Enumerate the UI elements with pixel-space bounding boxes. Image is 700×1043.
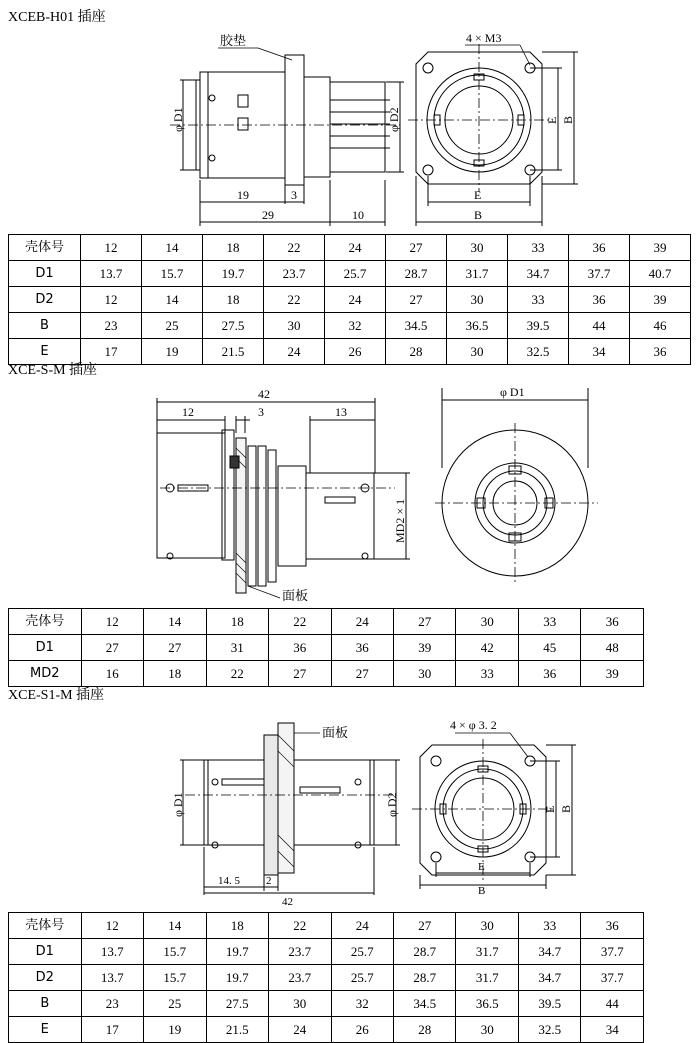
table-row: [9, 313, 691, 339]
table-cell: 28.7: [393, 965, 455, 991]
row-label: B: [9, 991, 82, 1017]
table-row: [9, 609, 644, 635]
table-cell: 24: [331, 609, 393, 635]
callout-gasket: 胶垫: [220, 33, 247, 48]
table-cell: 32: [325, 313, 386, 339]
table-row: [9, 991, 644, 1017]
spec-table-xceb-h01: [8, 234, 691, 365]
table-cell: 27: [81, 635, 143, 661]
table-cell: 31.7: [447, 261, 508, 287]
table-cell: 22: [264, 287, 325, 313]
table-cell: 36.5: [447, 313, 508, 339]
table-cell: 36: [331, 635, 393, 661]
table-cell: 37.7: [581, 965, 644, 991]
table-cell: 34.5: [386, 313, 447, 339]
table-cell: 12: [81, 235, 142, 261]
row-label: 壳体号: [9, 609, 82, 635]
table-cell: 36.5: [456, 991, 518, 1017]
table-cell: 14: [144, 609, 206, 635]
table-cell: 19.7: [206, 965, 268, 991]
table-cell: 18: [144, 661, 206, 687]
dim-d2: φ D2: [387, 107, 401, 132]
row-label: D2: [9, 287, 81, 313]
table-cell: 48: [581, 635, 644, 661]
table-cell: 15.7: [142, 261, 203, 287]
table-cell: 39: [393, 635, 455, 661]
dim-e-vertical: E: [545, 116, 559, 124]
drawing-xceb-h01: [0, 0, 700, 232]
table-cell: 19.7: [203, 261, 264, 287]
table-cell: 42: [456, 635, 518, 661]
table-cell: 27: [393, 913, 455, 939]
dim-42: 42: [258, 387, 270, 401]
table-cell: 36: [630, 339, 691, 365]
table-cell: 18: [203, 235, 264, 261]
table-cell: 31.7: [456, 965, 518, 991]
drawing-xce-s-m: [0, 378, 700, 608]
table-cell: 33: [508, 235, 569, 261]
table-cell: 36: [569, 235, 630, 261]
table-cell: 30: [447, 235, 508, 261]
table-cell: 13.7: [81, 965, 143, 991]
dim-d2: φ D2: [385, 792, 399, 817]
table-cell: 40.7: [630, 261, 691, 287]
dim-12: 12: [182, 405, 194, 419]
table-cell: 24: [331, 913, 393, 939]
dim-19: 19: [237, 188, 249, 202]
table-cell: 37.7: [569, 261, 630, 287]
table-cell: 12: [81, 287, 142, 313]
dim-b-horizontal: B: [478, 885, 486, 897]
drawing-xce-s1-m: [0, 705, 700, 910]
table-cell: 18: [203, 287, 264, 313]
table-row: [9, 661, 644, 687]
table-cell: 44: [581, 991, 644, 1017]
dim-d1: φ D1: [171, 792, 185, 817]
table-cell: 30: [456, 609, 518, 635]
table-cell: 34.7: [508, 261, 569, 287]
side-view-xceb-h01: [170, 48, 404, 226]
table-cell: 31.7: [456, 939, 518, 965]
dim-10: 10: [352, 208, 364, 222]
row-label: D1: [9, 939, 82, 965]
dim-b-vertical: B: [561, 115, 575, 124]
spec-table-xce-s1-m: [8, 912, 644, 1043]
table-cell: 15.7: [144, 965, 206, 991]
table-row: [9, 261, 691, 287]
table-cell: 27.5: [206, 991, 268, 1017]
dim-2: 2: [266, 875, 272, 887]
table-cell: 32.5: [508, 339, 569, 365]
table-cell: 30: [456, 1017, 518, 1043]
table-cell: 19: [142, 339, 203, 365]
table-cell: 24: [264, 339, 325, 365]
table-cell: 14: [144, 913, 206, 939]
table-cell: 26: [331, 1017, 393, 1043]
dim-e-vertical: E: [543, 805, 557, 813]
row-label: E: [9, 1017, 82, 1043]
table-cell: 27: [331, 661, 393, 687]
table-cell: 33: [456, 661, 518, 687]
dim-3: 3: [258, 405, 264, 419]
table-cell: 21.5: [206, 1017, 268, 1043]
table-cell: 14: [142, 287, 203, 313]
table-cell: 39: [581, 661, 644, 687]
dim-d1-front: φ D1: [500, 385, 525, 399]
table-cell: 27: [386, 287, 447, 313]
table-cell: 16: [81, 661, 143, 687]
table-cell: 33: [518, 609, 580, 635]
table-cell: 45: [518, 635, 580, 661]
table-cell: 12: [81, 609, 143, 635]
table-cell: 24: [269, 1017, 331, 1043]
table-cell: 32: [331, 991, 393, 1017]
side-view-xce-s-m: [157, 398, 410, 598]
callout-panel: 面板: [282, 588, 309, 603]
table-cell: 27: [144, 635, 206, 661]
table-cell: 23.7: [269, 965, 331, 991]
table-cell: 13.7: [81, 939, 143, 965]
table-cell: 18: [206, 609, 268, 635]
table-cell: 23.7: [264, 261, 325, 287]
table-cell: 44: [569, 313, 630, 339]
table-cell: 25: [144, 991, 206, 1017]
table-row: [9, 287, 691, 313]
table-cell: 28.7: [386, 261, 447, 287]
table-cell: 34.7: [518, 965, 580, 991]
table-cell: 25: [142, 313, 203, 339]
table-cell: 22: [206, 661, 268, 687]
section-title-xce-s-m: XCE-S-M 插座: [8, 363, 98, 378]
row-label: B: [9, 313, 81, 339]
table-cell: 13.7: [81, 261, 142, 287]
table-cell: 39.5: [518, 991, 580, 1017]
table-cell: 39: [630, 235, 691, 261]
table-cell: 17: [81, 1017, 143, 1043]
dim-md2: MD2 × 1: [393, 498, 407, 543]
table-cell: 23: [81, 313, 142, 339]
table-cell: 25.7: [331, 939, 393, 965]
table-cell: 39.5: [508, 313, 569, 339]
table-cell: 12: [81, 913, 143, 939]
dim-29: 29: [262, 208, 274, 222]
table-cell: 17: [81, 339, 142, 365]
table-cell: 33: [508, 287, 569, 313]
front-view-xceb-h01: [408, 44, 578, 226]
table-cell: 33: [518, 913, 580, 939]
table-cell: 23.7: [269, 939, 331, 965]
side-view-xce-s1-m: [180, 723, 400, 895]
table-row: [9, 635, 644, 661]
dim-b-horizontal: B: [474, 208, 483, 222]
table-cell: 36: [269, 635, 331, 661]
row-label: D1: [9, 261, 81, 287]
table-cell: 30: [447, 339, 508, 365]
dim-14-5: 14. 5: [218, 875, 240, 887]
table-row: [9, 939, 644, 965]
section-title-xce-s1-m: XCE-S1-M 插座: [8, 688, 105, 703]
table-cell: 36: [569, 287, 630, 313]
section-title-xceb-h01: XCEB-H01 插座: [8, 10, 106, 25]
table-cell: 36: [518, 661, 580, 687]
table-cell: 24: [325, 235, 386, 261]
callout-4xm3: 4 × M3: [466, 31, 502, 45]
table-cell: 36: [581, 609, 644, 635]
table-cell: 30: [456, 913, 518, 939]
table-cell: 22: [269, 913, 331, 939]
table-row: [9, 339, 691, 365]
row-label: 壳体号: [9, 235, 81, 261]
table-cell: 24: [325, 287, 386, 313]
table-cell: 36: [581, 913, 644, 939]
table-row: [9, 1017, 644, 1043]
table-cell: 27.5: [203, 313, 264, 339]
table-row: [9, 235, 691, 261]
table-cell: 18: [206, 913, 268, 939]
front-view-xce-s-m: [435, 388, 598, 583]
table-cell: 30: [264, 313, 325, 339]
table-row: [9, 913, 644, 939]
table-cell: 28.7: [393, 939, 455, 965]
table-cell: 15.7: [144, 939, 206, 965]
table-cell: 30: [269, 991, 331, 1017]
table-cell: 39: [630, 287, 691, 313]
table-cell: 27: [386, 235, 447, 261]
table-cell: 28: [393, 1017, 455, 1043]
dim-b-vertical: B: [559, 804, 573, 813]
row-label: E: [9, 339, 81, 365]
table-cell: 31: [206, 635, 268, 661]
table-cell: 37.7: [581, 939, 644, 965]
dim-d1: φ D1: [171, 107, 185, 132]
row-label: D2: [9, 965, 82, 991]
table-cell: 26: [325, 339, 386, 365]
table-cell: 19.7: [206, 939, 268, 965]
spec-table-xce-s-m: [8, 608, 644, 687]
dim-13: 13: [335, 405, 347, 419]
dim-42: 42: [282, 896, 293, 908]
table-cell: 30: [447, 287, 508, 313]
table-cell: 25.7: [325, 261, 386, 287]
table-cell: 34: [581, 1017, 644, 1043]
table-cell: 46: [630, 313, 691, 339]
dim-e-horizontal: E: [478, 861, 485, 873]
table-row: [9, 965, 644, 991]
callout-4xphi3-2: 4 × φ 3. 2: [450, 718, 497, 732]
table-cell: 34.7: [518, 939, 580, 965]
table-cell: 27: [269, 661, 331, 687]
table-cell: 25.7: [331, 965, 393, 991]
dim-3: 3: [291, 188, 297, 202]
callout-panel: 面板: [322, 725, 349, 740]
table-cell: 22: [264, 235, 325, 261]
row-label: 壳体号: [9, 913, 82, 939]
table-cell: 32.5: [518, 1017, 580, 1043]
table-cell: 21.5: [203, 339, 264, 365]
table-cell: 28: [386, 339, 447, 365]
table-cell: 14: [142, 235, 203, 261]
table-cell: 23: [81, 991, 143, 1017]
table-cell: 19: [144, 1017, 206, 1043]
dim-e-horizontal: E: [474, 188, 482, 202]
table-cell: 22: [269, 609, 331, 635]
row-label: MD2: [9, 661, 82, 687]
table-cell: 30: [393, 661, 455, 687]
table-cell: 34: [569, 339, 630, 365]
row-label: D1: [9, 635, 82, 661]
table-cell: 34.5: [393, 991, 455, 1017]
table-cell: 27: [393, 609, 455, 635]
